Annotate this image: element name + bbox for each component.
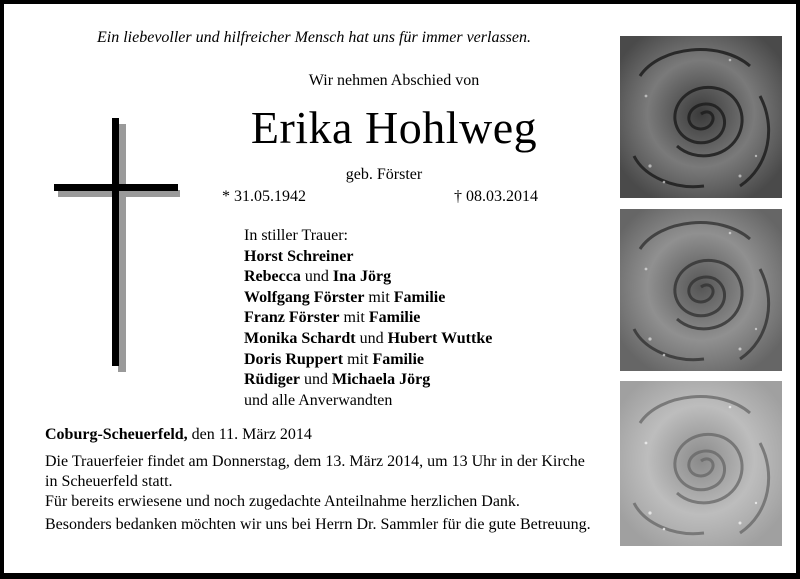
list-item: Horst Schreiner <box>244 247 354 265</box>
death-date: † 08.03.2014 <box>454 188 538 205</box>
thanks-text: Für bereits erwiesene und noch zugedachte Anteilnahme herzlichen Dank. <box>45 493 520 510</box>
list-item: Doris Ruppert mit Familie <box>244 350 424 368</box>
list-item: Franz Förster mit Familie <box>244 309 421 327</box>
notice-text <box>45 452 595 535</box>
maiden-name: geb. Förster <box>345 166 423 183</box>
funeral-info: Die Trauerfeier findet am Donnerstag, dem 13. März 2014, um 13 Uhr in der Kirche in Scheuerfeld statt. <box>45 453 585 490</box>
rose-image <box>620 36 782 198</box>
mourners-closing: und alle Anverwandten <box>244 391 393 409</box>
rose-image <box>620 381 782 546</box>
date: den 11. März 2014 <box>187 426 312 443</box>
list-item: Monika Schardt und Hubert Wuttke <box>244 329 493 347</box>
list-item: Rüdiger und Michaela Jörg <box>244 371 431 389</box>
place-date-line <box>45 426 312 444</box>
list-item: Wolfgang Förster mit Familie <box>244 288 446 306</box>
motto: Ein liebevoller und hilfreicher Mensch hat uns für immer verlassen. <box>97 29 531 46</box>
mourners-heading: In stiller Trauer: <box>244 227 348 244</box>
farewell-intro: Wir nehmen Abschied von <box>308 72 480 89</box>
list-item: Rebecca und Ina Jörg <box>244 268 392 286</box>
cross-icon <box>50 114 180 374</box>
mourners-list <box>244 226 492 411</box>
birth-date: * 31.05.1942 <box>222 188 306 205</box>
place: Coburg-Scheuerfeld, <box>45 426 188 443</box>
rose-image <box>620 209 782 371</box>
special-thanks-text: Besonders bedanken möchten wir uns bei Herrn Dr. Sammler für die gute Betreuung. <box>45 516 591 533</box>
deceased-name: Erika Hohlweg <box>250 102 538 153</box>
